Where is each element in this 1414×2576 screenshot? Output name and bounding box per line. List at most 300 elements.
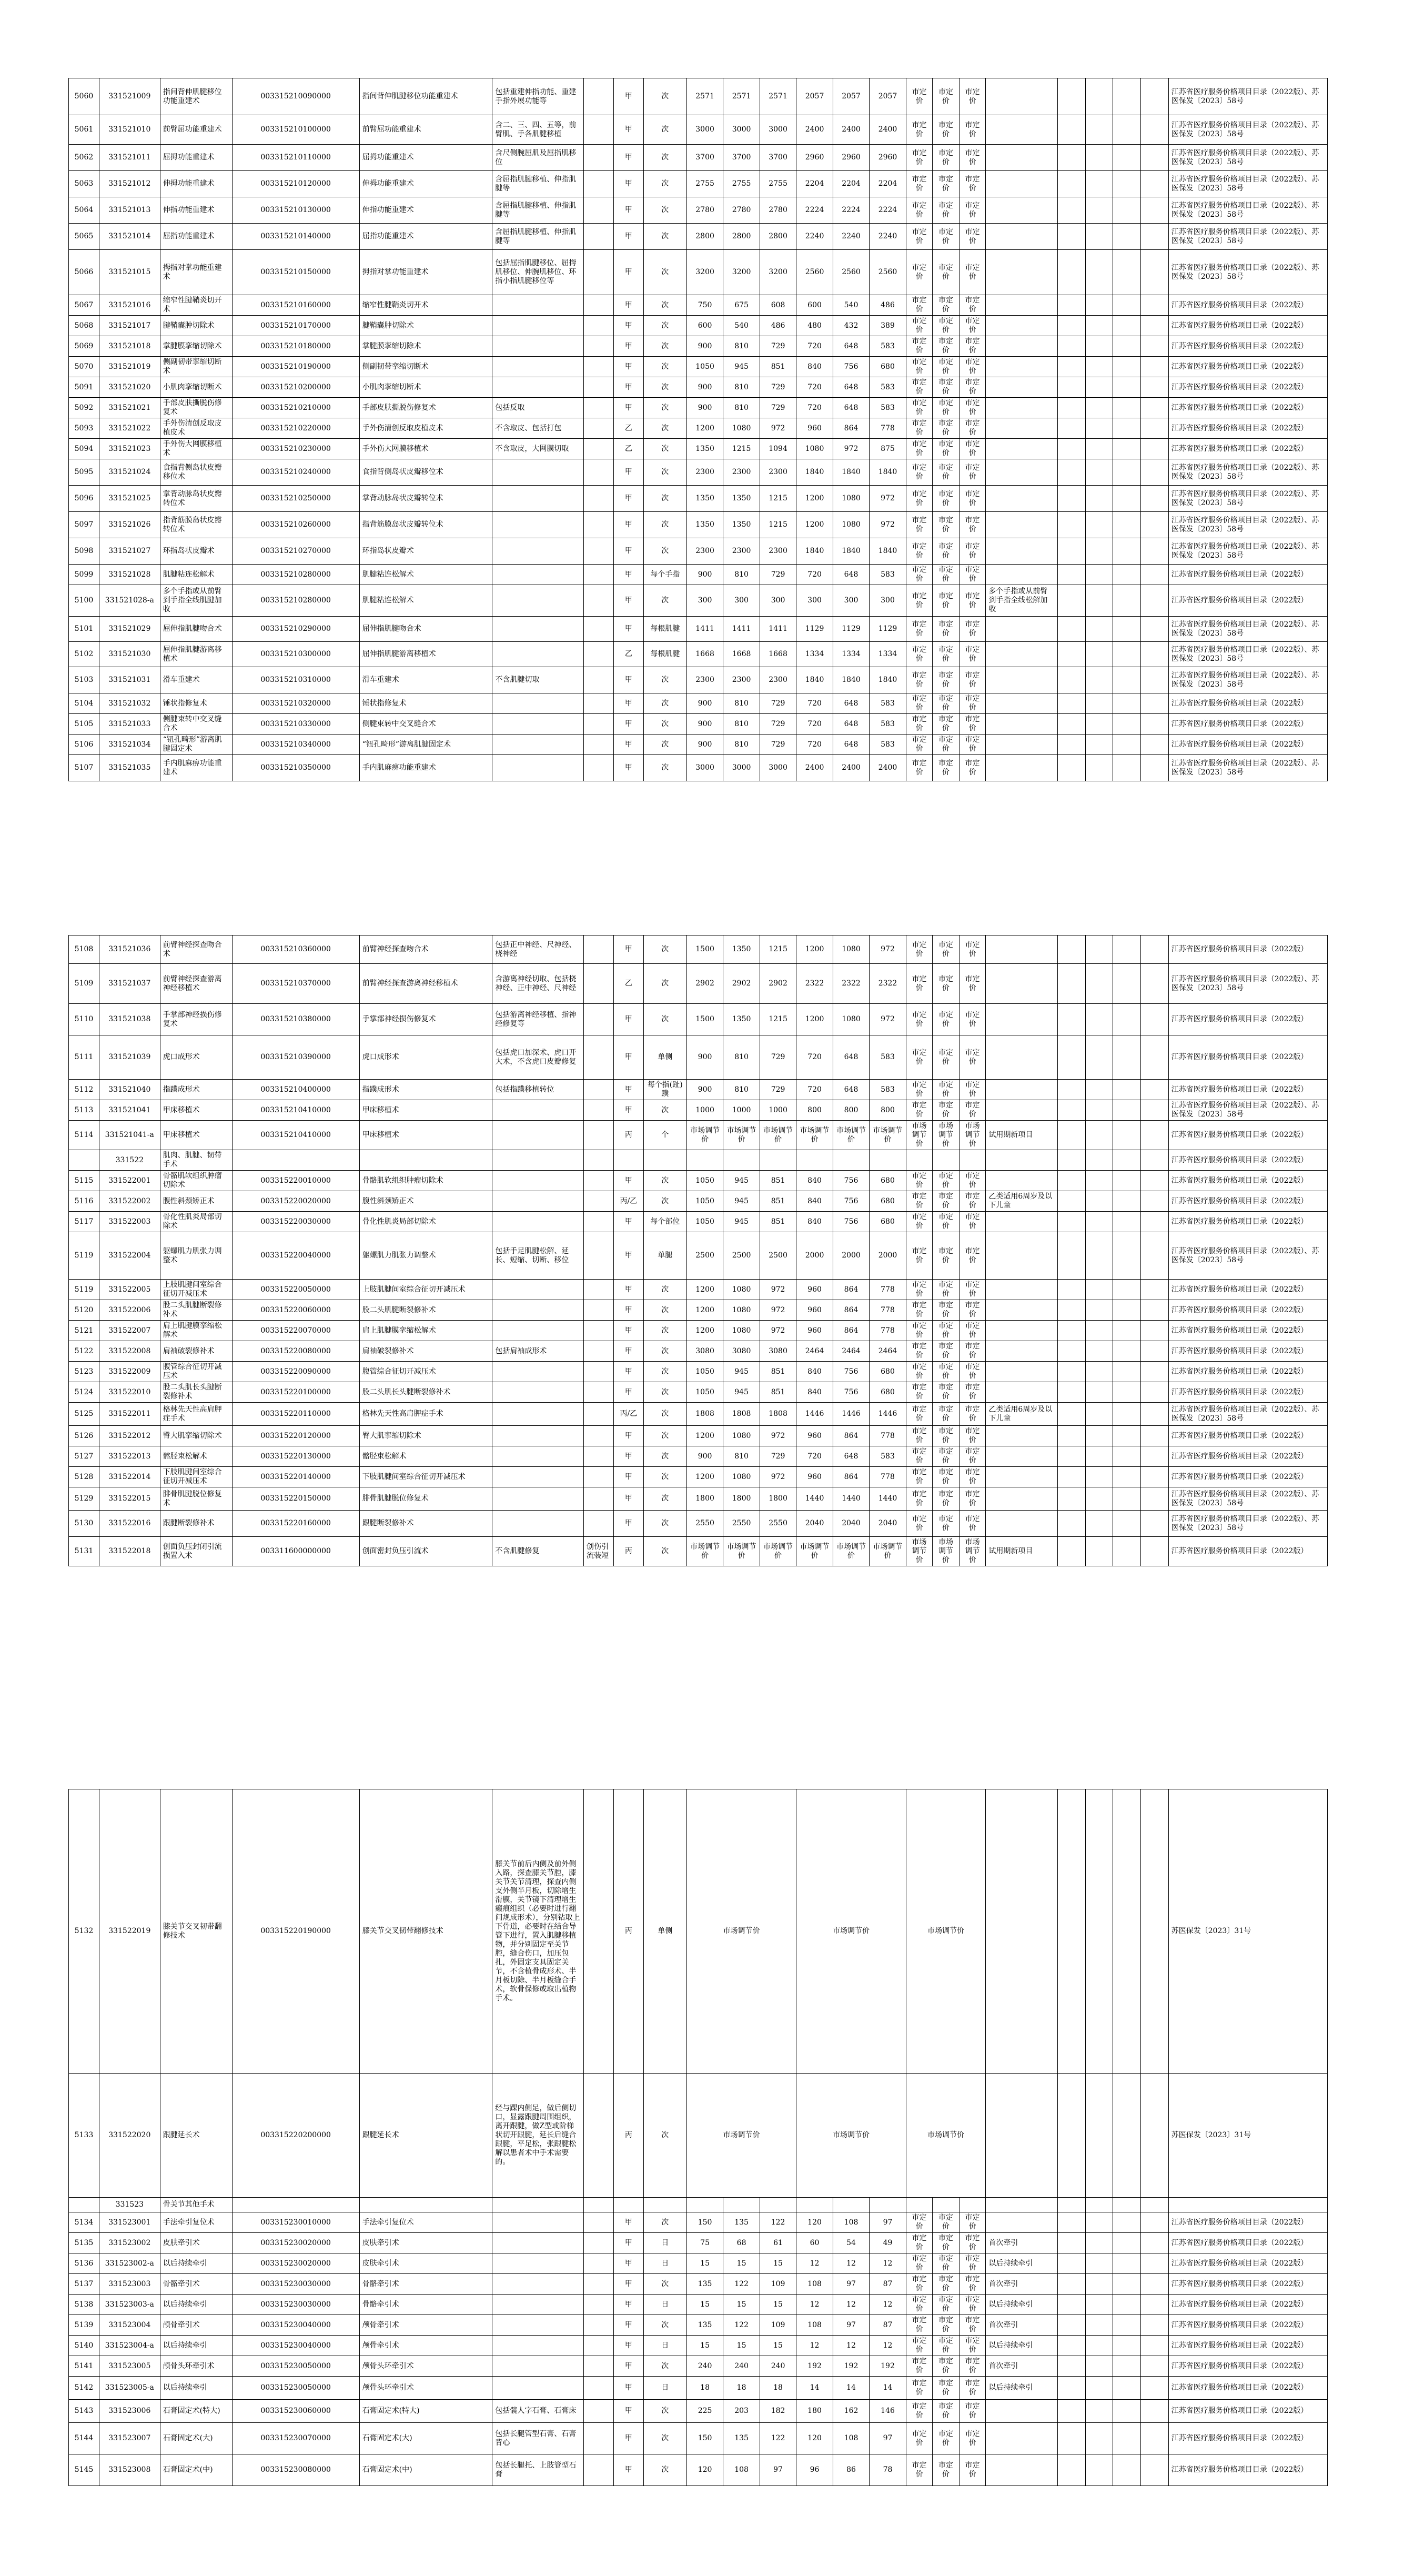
cell [1113,667,1141,693]
cell: 市定价 [959,78,986,115]
cell [1141,1382,1169,1403]
sheet-page-2 [68,935,1328,1566]
cell [1141,2274,1169,2295]
cell: 次 [643,714,686,734]
cell: 1840 [796,459,833,486]
cell: 跟腱断裂修补术 [160,1511,232,1537]
cell: 003315220140000 [232,1467,359,1487]
cell: 331523001 [99,2212,160,2233]
cell: 江苏省医疗服务价格项目目录（2022版） [1168,295,1327,316]
cell [1113,377,1141,398]
cell: 市定价 [933,2423,959,2454]
cell: 市定价 [959,1362,986,1382]
cell: 331521040 [99,1080,160,1100]
cell: 次 [643,1004,686,1035]
table-row [69,1467,1328,1487]
cell [1141,755,1169,781]
cell: 肩上肌腱膜挛缩松解术 [160,1321,232,1341]
cell: 次 [643,78,686,115]
cell [1113,1467,1141,1487]
cell [833,1150,869,1171]
cell: 骨骼肌软组织肿瘤切除术 [359,1171,492,1191]
cell: 331521012 [99,171,160,197]
cell [986,459,1058,486]
cell: 市定价 [906,1467,933,1487]
cell: 市场调节价 [870,1537,906,1566]
cell: 960 [796,1467,833,1487]
cell [492,316,584,336]
table-row [69,1537,1328,1566]
cell: 331521024 [99,459,160,486]
cell: 875 [870,439,906,459]
cell: 次 [643,538,686,565]
cell [986,336,1058,357]
cell: 2300 [686,459,723,486]
cell [986,1004,1058,1035]
cell: 颅骨头环牵引术 [359,2356,492,2377]
cell: 甲 [613,224,643,250]
cell: 市定价 [959,1035,986,1080]
cell: 市定价 [959,357,986,377]
cell: 虎口成形术 [160,1035,232,1080]
cell: 331522006 [99,1300,160,1321]
cell: 900 [686,377,723,398]
cell: 市定价 [933,398,959,418]
table-row [69,1004,1328,1035]
cell: 3700 [760,145,796,171]
cell: 市定价 [933,1004,959,1035]
cell [986,316,1058,336]
cell: 5113 [69,1100,99,1121]
cell [1141,398,1169,418]
cell [986,250,1058,295]
cell: 2902 [760,964,796,1004]
cell [1141,1100,1169,1121]
cell: 1080 [723,1321,760,1341]
cell: 2057 [796,78,833,115]
cell: 192 [870,2356,906,2377]
cell [584,1403,614,1426]
cell: 市定价 [933,316,959,336]
cell [1085,316,1113,336]
cell: 缩窄性腱鞘炎切开术 [160,295,232,316]
cell: 648 [833,565,869,585]
cell: 109 [760,2315,796,2336]
cell: 800 [796,1100,833,1121]
cell: 003315210220000 [232,418,359,439]
cell: 次 [643,171,686,197]
cell [1113,565,1141,585]
cell: 次 [643,2315,686,2336]
cell: 2240 [796,224,833,250]
cell: 2755 [760,171,796,197]
cell [1085,336,1113,357]
cell [1113,78,1141,115]
cell: 市定价 [959,224,986,250]
cell [986,2423,1058,2454]
cell: 648 [833,377,869,398]
cell: 次 [643,1537,686,1566]
cell: 甲床移植术 [160,1100,232,1121]
cell: 3200 [723,250,760,295]
cell: 2224 [796,197,833,224]
cell: 1840 [796,538,833,565]
cell: 市定价 [933,1511,959,1537]
cell: 1000 [760,1100,796,1121]
cell [1113,1487,1141,1511]
cell [584,1446,614,1467]
cell: 003315210130000 [232,197,359,224]
cell: 跟腱延长术 [160,2074,232,2198]
cell: 膝关节前后内侧及前外侧入路，探查膝关节腔，膝关节关节清理，探查内侧支外侧半月板，切除增生滑膜，关节镜下清理增生瘢痕组织（必要时进行翻问规成形术），分别钻取上下骨道，必要时在结合导管下进行，置入肌腱移植物，并分别固定至关节腔，缝合伤口，加压包扎，外固定支具固定关节，不含植骨成形术、半月板切除、半月板缝合手术，软骨保修或取出植物手术。 [492,1789,584,2074]
cell: 侧副韧带挛缩切断术 [160,357,232,377]
cell: 2550 [686,1511,723,1537]
cell [1085,1171,1113,1191]
cell: 江苏省医疗服务价格项目目录（2022版） [1168,1537,1327,1566]
cell: 003315220160000 [232,1511,359,1537]
cell [1141,197,1169,224]
cell [584,714,614,734]
cell: 首次牵引 [986,2233,1058,2253]
cell [1113,1004,1141,1035]
cell: 市定价 [933,755,959,781]
cell: 掌腱膜挛缩切除术 [359,336,492,357]
cell: 江苏省医疗服务价格项目目录（2022版） [1168,336,1327,357]
cell: 960 [796,1321,833,1341]
cell: 331521011 [99,145,160,171]
cell: 1200 [686,1321,723,1341]
cell: 拇指对掌功能重建术 [160,250,232,295]
cell: 960 [796,418,833,439]
cell: 甲 [613,2454,643,2486]
cell: 331521022 [99,418,160,439]
cell: 试用期新项目 [986,1121,1058,1150]
cell: 3000 [760,755,796,781]
cell [584,2356,614,2377]
cell [986,2074,1058,2198]
table-row [69,250,1328,295]
cell [584,486,614,512]
cell: 486 [870,295,906,316]
cell: 003315230040000 [232,2336,359,2356]
cell: 侧腱束转中交叉缝合术 [160,714,232,734]
cell: 864 [833,1321,869,1341]
cell: 2500 [760,1232,796,1280]
cell [796,1150,833,1171]
cell: 003315230070000 [232,2423,359,2454]
cell [1058,1191,1086,1212]
cell: 市定价 [906,1403,933,1426]
cell: 2464 [833,1341,869,1362]
cell: 市定价 [933,617,959,642]
cell [986,1232,1058,1280]
table-row [69,964,1328,1004]
cell: 972 [760,1280,796,1300]
cell [1141,2315,1169,2336]
cell [1058,439,1086,459]
cell [1085,171,1113,197]
table-row [69,78,1328,115]
cell: 003315210330000 [232,714,359,734]
cell: 次 [643,459,686,486]
cell: 729 [760,1446,796,1467]
cell: 包括反取 [492,398,584,418]
cell: 江苏省医疗服务价格项目目录（2022版） [1168,1362,1327,1382]
cell: 5121 [69,1321,99,1341]
cell [584,316,614,336]
cell: 5140 [69,2336,99,2356]
cell: 972 [833,439,869,459]
cell [986,964,1058,1004]
cell: 003315220150000 [232,1487,359,1511]
cell: 120 [796,2212,833,2233]
cell: 5114 [69,1121,99,1150]
cell: 1840 [833,538,869,565]
cell: 15 [760,2295,796,2315]
cell: 前臂神经探查吻合术 [359,935,492,964]
cell: 肌肉、肌腱、韧带手术 [160,1150,232,1171]
cell: 市定价 [933,2315,959,2336]
cell: 2780 [723,197,760,224]
cell: 市定价 [959,512,986,538]
cell: 市定价 [906,1382,933,1403]
cell: 5066 [69,250,99,295]
cell [492,2336,584,2356]
cell: 945 [723,1382,760,1403]
cell: 江苏省医疗服务价格项目目录（2022版） [1168,1280,1327,1300]
cell [1085,1035,1113,1080]
cell: 2550 [760,1511,796,1537]
cell: 729 [760,398,796,418]
cell [1113,1341,1141,1362]
cell: 003315230020000 [232,2233,359,2253]
cell [1085,585,1113,617]
cell: 江苏省医疗服务价格项目目录（2022版）、苏医保发〔2023〕58号 [1168,115,1327,145]
cell: 以后持续牵引 [160,2336,232,2356]
cell: 屈拇功能重建术 [160,145,232,171]
cell: 003315230010000 [232,2212,359,2233]
cell: 5101 [69,617,99,642]
cell: 市定价 [933,565,959,585]
cell: 900 [686,398,723,418]
cell [1058,1341,1086,1362]
cell: 市定价 [933,459,959,486]
cell: 甲 [613,1487,643,1511]
cell: 以后持续牵引 [986,2336,1058,2356]
cell: 583 [870,377,906,398]
cell: 648 [833,1035,869,1080]
cell: 12 [833,2336,869,2356]
cell [492,2356,584,2377]
cell: 市定价 [959,667,986,693]
cell [1113,935,1141,964]
cell: 次 [643,2454,686,2486]
cell: 甲 [613,1362,643,1382]
cell: 市定价 [906,115,933,145]
cell [1113,486,1141,512]
cell: 市定价 [906,642,933,667]
cell [1113,2233,1141,2253]
cell: 市定价 [959,2212,986,2233]
cell [492,565,584,585]
table-row [69,2295,1328,2315]
cell: 331521018 [99,336,160,357]
cell [1168,2198,1327,2212]
cell [1113,1080,1141,1100]
cell: 1094 [760,439,796,459]
cell: 003315220190000 [232,1789,359,2074]
cell [232,1150,359,1171]
cell: 含屈指肌腱移植、伸指肌腱等 [492,224,584,250]
table-row [69,1191,1328,1212]
cell: 756 [833,1191,869,1212]
table-row [69,2400,1328,2423]
cell: 2300 [686,538,723,565]
cell [1058,2377,1086,2400]
cell [1113,145,1141,171]
cell [1058,1232,1086,1280]
table-row [69,1100,1328,1121]
cell: 次 [643,357,686,377]
cell: 市定价 [933,418,959,439]
cell: 003315230030000 [232,2274,359,2295]
cell [492,1171,584,1191]
cell: 骨化性肌炎局部切除术 [160,1212,232,1232]
cell: 甲 [613,2212,643,2233]
cell: 945 [723,1212,760,1232]
cell: 江苏省医疗服务价格项目目录（2022版） [1168,1467,1327,1487]
cell: 331522012 [99,1426,160,1446]
cell: 756 [833,1382,869,1403]
cell: 778 [870,1321,906,1341]
cell: 1080 [833,512,869,538]
cell: 市定价 [959,1446,986,1467]
cell [1085,197,1113,224]
cell: 市定价 [959,486,986,512]
cell [986,224,1058,250]
cell: 1000 [686,1100,723,1121]
cell: 5107 [69,755,99,781]
cell: 5125 [69,1403,99,1426]
cell [1085,565,1113,585]
cell [1113,2295,1141,2315]
cell: 003315230020000 [232,2253,359,2274]
cell [1058,336,1086,357]
cell: 96 [796,2454,833,2486]
cell: 市定价 [906,2295,933,2315]
cell: 市定价 [906,1035,933,1080]
cell [1141,714,1169,734]
cell [1085,1004,1113,1035]
cell: 甲 [613,1467,643,1487]
cell: 江苏省医疗服务价格项目目录（2022版）、苏医保发〔2023〕58号 [1168,145,1327,171]
cell: 331521023 [99,439,160,459]
cell: 851 [760,357,796,377]
cell: 市定价 [959,1280,986,1300]
cell [584,512,614,538]
cell: 市定价 [933,1467,959,1487]
cell: 720 [796,565,833,585]
cell: 市场调节价 [833,1121,869,1150]
cell: 1350 [686,512,723,538]
cell [1085,2454,1113,2486]
cell: 日 [643,2233,686,2253]
cell: 次 [643,486,686,512]
cell: 1080 [833,935,869,964]
cell: 江苏省医疗服务价格项目目录（2022版）、苏医保发〔2023〕58号 [1168,486,1327,512]
cell: 市定价 [959,1403,986,1426]
cell: 75 [686,2233,723,2253]
cell: 次 [643,336,686,357]
table-row [69,2074,1328,2198]
cell: 市定价 [906,2454,933,2486]
cell: 市定价 [959,617,986,642]
cell [1141,1537,1169,1566]
cell [584,2198,614,2212]
cell: 骨关节其他手术 [160,2198,232,2212]
cell: 003315210310000 [232,667,359,693]
cell [1113,512,1141,538]
cell: 甲 [613,377,643,398]
cell [492,1191,584,1212]
cell: 手法牵引复位术 [160,2212,232,2233]
cell: 甲 [613,1100,643,1121]
cell: 含尺侧腕屈肌及屈指肌移位 [492,145,584,171]
cell: 2464 [796,1341,833,1362]
cell [1085,2423,1113,2454]
cell: 486 [760,316,796,336]
cell: 5104 [69,693,99,714]
cell [584,2315,614,2336]
cell: 1080 [796,439,833,459]
cell: 5117 [69,1212,99,1232]
cell: 市定价 [933,377,959,398]
cell [584,1487,614,1511]
cell: 甲 [613,2274,643,2295]
cell: 2500 [723,1232,760,1280]
cell [1113,1321,1141,1341]
cell: 2057 [833,78,869,115]
cell: 市定价 [959,459,986,486]
cell [986,1487,1058,1511]
cell: 003315220020000 [232,1191,359,1212]
cell: 108 [723,2454,760,2486]
cell: 5141 [69,2356,99,2377]
cell [1058,964,1086,1004]
cell: 甲 [613,1035,643,1080]
cell: 指间背伸肌腱移位功能重建术 [160,78,232,115]
cell: 5093 [69,418,99,439]
cell: 乙 [613,642,643,667]
cell: 182 [760,2400,796,2423]
cell: 市场调节价 [796,2074,906,2198]
cell: 市场调节价 [760,1121,796,1150]
cell: 2300 [723,459,760,486]
cell: 331523007 [99,2423,160,2454]
cell: 江苏省医疗服务价格项目目录（2022版） [1168,1426,1327,1446]
cell: 851 [760,1382,796,1403]
table-row [69,486,1328,512]
table-row [69,935,1328,964]
cell: 市定价 [959,642,986,667]
cell [492,512,584,538]
cell: 江苏省医疗服务价格项目目录（2022版） [1168,439,1327,459]
cell: 003315210150000 [232,250,359,295]
cell: 12 [796,2295,833,2315]
cell: 003315210180000 [232,336,359,357]
table-row [69,2454,1328,2486]
cell: 1350 [686,486,723,512]
